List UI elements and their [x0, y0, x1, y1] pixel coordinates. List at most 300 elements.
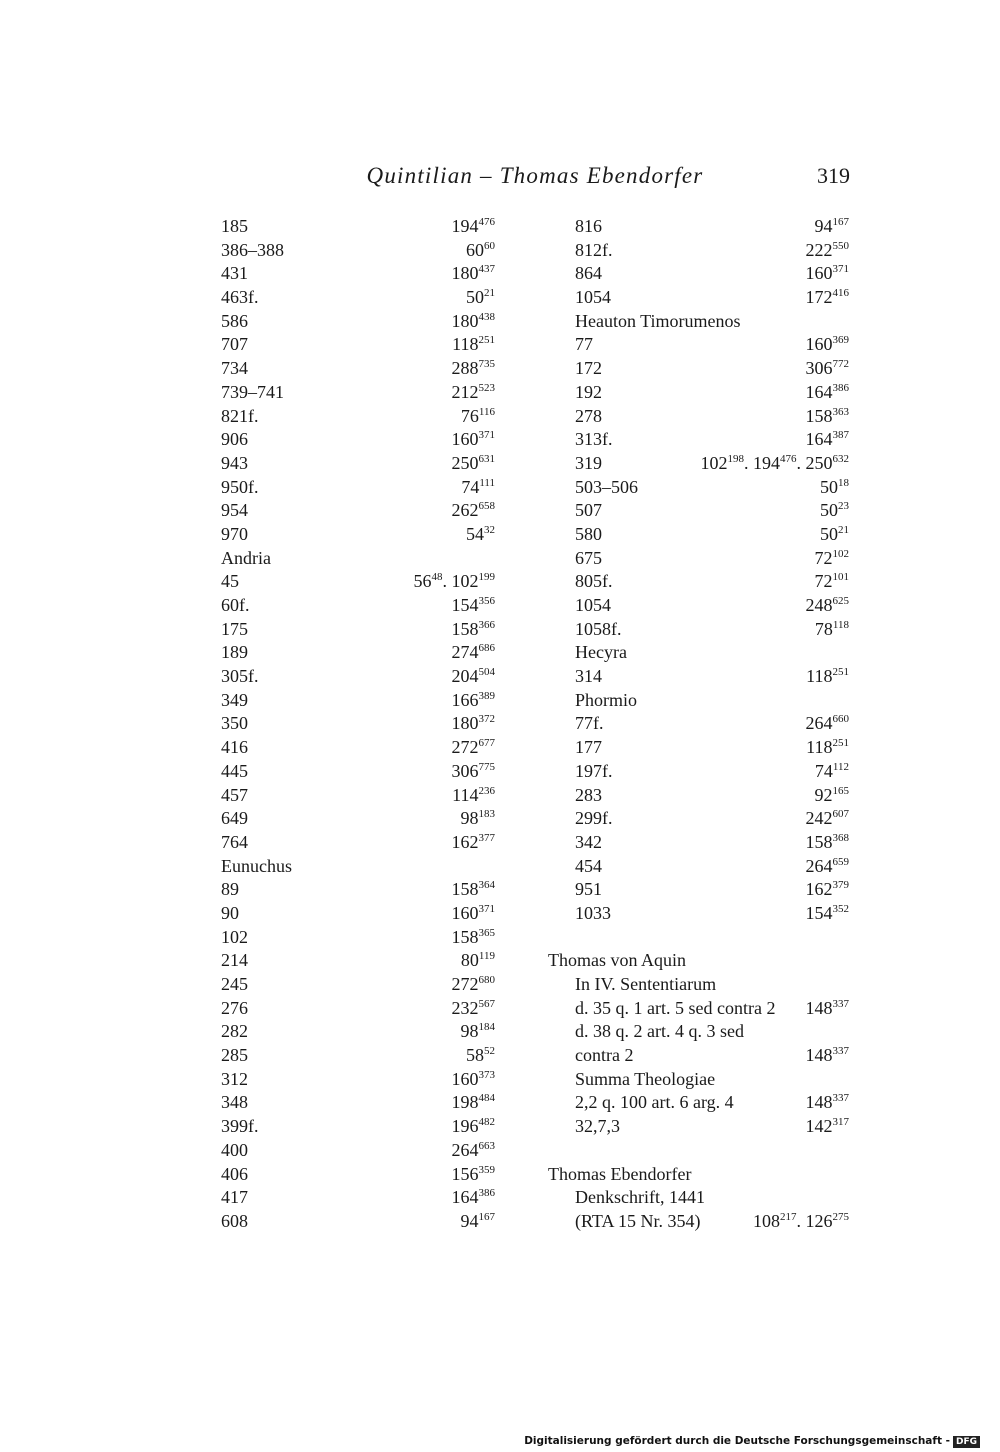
page-ref: 50 [820, 523, 838, 544]
entry-term: 400 [221, 1139, 248, 1160]
index-entry [548, 1186, 849, 1210]
footnote-ref: 217 [780, 1210, 797, 1223]
footnote-ref: 686 [478, 642, 495, 655]
footnote-ref: 184 [478, 1021, 495, 1034]
entry-page-refs [806, 357, 850, 384]
entry-page-refs [452, 594, 496, 621]
footnote-ref: 317 [832, 1116, 849, 1129]
index-entry [548, 333, 849, 357]
index-entry [221, 618, 495, 642]
entry-term: Summa Theologiae [575, 1068, 716, 1089]
entry-page-refs [461, 405, 495, 432]
footnote-ref: 352 [832, 902, 849, 915]
entry-page-refs [806, 736, 849, 763]
entry-term: 2,2 q. 100 art. 6 arg. 4 [575, 1092, 734, 1113]
page-ref: 162 [451, 831, 479, 852]
footnote-ref: 363 [832, 405, 849, 418]
footnote-ref: 368 [832, 831, 849, 844]
footnote-ref: 735 [478, 358, 495, 371]
footnote-ref: 60 [484, 239, 495, 252]
entry-term: 60f. [221, 595, 250, 615]
entry-page-refs [815, 760, 849, 787]
index-entry [548, 452, 849, 476]
index-entry [221, 831, 495, 855]
page-ref: 94 [460, 1210, 479, 1231]
footnote-ref: 476 [780, 452, 797, 465]
index-entry [221, 1044, 495, 1068]
entry-term: 1054 [575, 595, 611, 615]
footnote-ref: 772 [832, 358, 849, 371]
entry-term: 102 [221, 926, 248, 947]
index-entry [221, 1186, 495, 1210]
index-entry [221, 1139, 495, 1163]
entry-page-refs [452, 357, 496, 384]
page-ref: 160 [451, 1068, 479, 1089]
index-entry [548, 476, 849, 500]
index-entry [548, 239, 849, 263]
entry-term: 1054 [575, 287, 611, 308]
entry-term: d. 38 q. 2 art. 4 q. 3 sed [575, 1021, 744, 1042]
index-entry [548, 997, 849, 1021]
entry-page-refs [806, 902, 850, 929]
index-entry [221, 1020, 495, 1044]
index-entry [221, 665, 495, 689]
footnote-ref: 372 [478, 713, 495, 726]
index-entry [548, 1091, 849, 1115]
entry-term: 342 [575, 831, 602, 852]
index-entry [548, 215, 849, 239]
page-ref: 160 [451, 429, 479, 450]
page-ref: 264 [805, 855, 833, 876]
entry-page-refs [452, 926, 496, 953]
index-entry [548, 262, 849, 286]
page-ref: 272 [451, 974, 479, 994]
index-entry [548, 1163, 849, 1187]
entry-page-refs [452, 973, 496, 1000]
footnote-ref: 199 [478, 571, 495, 584]
footnote-ref: 52 [484, 1045, 495, 1058]
page-ref: 198 [451, 1092, 479, 1113]
entry-term: 943 [221, 452, 248, 473]
entry-term: 970 [221, 523, 248, 544]
page-ref: 118 [806, 737, 833, 758]
footnote-ref: 32 [484, 523, 495, 536]
page-ref: 56 [413, 571, 432, 592]
page-ref: 74 [461, 476, 480, 497]
footnote-ref: 364 [478, 879, 495, 892]
entry-term: 416 [221, 737, 248, 758]
entry-page-refs [452, 452, 496, 479]
entry-term: 503–506 [575, 476, 638, 497]
page-ref: 242 [805, 808, 833, 829]
footnote-ref: 356 [478, 595, 495, 607]
footnote-ref: 680 [478, 974, 495, 986]
page-ref: 92 [814, 784, 833, 805]
entry-page-refs [452, 665, 496, 692]
entry-term: 1058f. [575, 618, 622, 639]
footnote-ref: 112 [832, 760, 849, 773]
page-ref: 94 [814, 216, 833, 236]
page-ref: 212 [451, 381, 479, 402]
footnote-ref: 377 [478, 831, 495, 844]
page-ref: 274 [451, 642, 479, 663]
entry-term: 954 [221, 500, 248, 521]
page-header [220, 163, 850, 195]
page-ref: 156 [451, 1163, 479, 1184]
entry-term: 463f. [221, 287, 259, 308]
footnote-ref: 438 [478, 310, 495, 323]
index-entry [221, 333, 495, 357]
entry-page-refs [452, 1115, 496, 1142]
index-entry [221, 1091, 495, 1115]
entry-term: In IV. Sententiarum [575, 974, 717, 994]
entry-term: 77 [575, 334, 593, 355]
entry-page-refs [452, 641, 496, 668]
index-entry [548, 878, 849, 902]
index-entry [548, 784, 849, 808]
index-spacer [548, 926, 849, 950]
page-ref: 74 [814, 760, 833, 781]
index-entry [548, 665, 849, 689]
entry-page-refs [452, 381, 496, 408]
page-ref: 158 [451, 618, 479, 639]
entry-term: 906 [221, 429, 248, 450]
index-entry [548, 855, 849, 879]
page-ref: 160 [805, 334, 833, 355]
page-ref: 166 [451, 689, 479, 710]
entry-term: 608 [221, 1210, 248, 1231]
entry-page-refs [815, 570, 850, 597]
footnote-ref: 632 [832, 452, 849, 465]
page-ref: 160 [451, 902, 479, 923]
page-ref: 158 [451, 879, 479, 900]
page-ref: 148 [805, 1045, 833, 1066]
index-entry [221, 641, 495, 665]
entry-term: Thomas Ebendorfer [548, 1163, 692, 1184]
index-entry [221, 452, 495, 476]
page-ref: 164 [451, 1187, 479, 1208]
entry-page-refs [820, 523, 849, 550]
entry-term: 454 [575, 855, 602, 876]
entry-page-refs [452, 736, 496, 763]
entry-page-refs [452, 333, 495, 360]
entry-term: 348 [221, 1092, 248, 1113]
footnote-ref: 359 [478, 1163, 495, 1176]
entry-page-refs [452, 618, 496, 645]
entry-page-refs [806, 712, 850, 739]
entry-term: 189 [221, 642, 248, 663]
entry-page-refs [806, 1115, 850, 1142]
entry-term: 349 [221, 689, 248, 710]
footnote-ref: 476 [478, 216, 495, 228]
page-ref: 288 [451, 358, 479, 379]
page-ref: 164 [805, 381, 833, 402]
index-entry [221, 1163, 495, 1187]
page-ref: 158 [451, 926, 479, 947]
page-ref: 194 [753, 452, 780, 473]
page-ref: 72 [814, 571, 833, 592]
footnote-ref: 523 [478, 381, 495, 394]
entry-term: Phormio [575, 689, 638, 710]
footnote-ref: 567 [478, 997, 495, 1010]
entry-term: 305f. [221, 666, 259, 687]
entry-term: 282 [221, 1021, 248, 1042]
entry-page-refs [466, 1044, 495, 1071]
footnote-ref: 371 [832, 263, 849, 276]
index-entry [548, 689, 849, 713]
entry-term: 586 [221, 310, 248, 331]
entry-term: d. 35 q. 1 art. 5 sed contra 2 [575, 997, 776, 1018]
index-entry [548, 594, 849, 618]
entry-page-refs [452, 831, 496, 858]
page-ref: 272 [451, 737, 479, 758]
index-entry [548, 428, 849, 452]
page-ref: 72 [814, 547, 833, 568]
index-entry [548, 1115, 849, 1139]
page-ref: 306 [805, 358, 833, 379]
entry-page-refs [461, 949, 495, 976]
footnote-ref: 118 [832, 618, 849, 631]
entry-page-refs [452, 1068, 496, 1095]
page-ref: 158 [805, 831, 833, 852]
entry-term: 313f. [575, 429, 613, 450]
index-entry [548, 1020, 849, 1044]
index-entry [548, 1068, 849, 1092]
index-entry [548, 1044, 849, 1068]
footnote-ref: 386 [832, 381, 849, 394]
footnote-ref: 660 [832, 713, 849, 726]
entry-term: Hecyra [575, 642, 627, 663]
entry-term: 32,7,3 [575, 1116, 620, 1137]
entry-page-refs [461, 807, 496, 834]
footnote-ref: 275 [832, 1210, 849, 1223]
footnote-ref: 437 [478, 263, 495, 276]
entry-term: 319 [575, 452, 602, 473]
entry-page-refs [466, 523, 495, 550]
footnote-ref: 625 [832, 595, 849, 607]
entry-page-refs [461, 1210, 496, 1237]
footnote-ref: 365 [478, 926, 495, 939]
entry-page-refs [452, 902, 496, 929]
index-entry [221, 570, 495, 594]
page-ref: 60 [466, 239, 484, 260]
index-entry [221, 949, 495, 973]
entry-page-refs [806, 1044, 850, 1071]
footnote-ref: 387 [832, 429, 849, 442]
page-ref: 162 [805, 879, 833, 900]
index-entry [221, 736, 495, 760]
index-entry [221, 1068, 495, 1092]
footnote-ref: 18 [838, 476, 849, 489]
entry-term: 675 [575, 547, 602, 568]
footnote-ref: 369 [832, 334, 849, 347]
page-ref: 98 [460, 1021, 479, 1042]
footnote-ref: 504 [478, 666, 495, 679]
footer-text: Digitalisierung gefördert durch die Deutsche Forschungsgemeinschaft - [524, 1435, 950, 1447]
index-entry [548, 712, 849, 736]
page-ref: 154 [451, 595, 479, 615]
entry-term: 764 [221, 831, 248, 852]
index-entry [221, 712, 495, 736]
entry-page-refs [452, 428, 496, 455]
footnote-ref: 198 [727, 452, 744, 465]
footnote-ref: 379 [832, 879, 849, 892]
entry-page-refs [806, 997, 850, 1024]
entry-page-refs [806, 1091, 850, 1118]
page-ref: 264 [451, 1139, 479, 1160]
entry-page-refs: $102^{198}$. $194^{476}$. $250^{632}$ [700, 452, 849, 473]
entry-term: 649 [221, 808, 248, 829]
entry-term: (RTA 15 Nr. 354) [575, 1210, 701, 1231]
entry-term: 431 [221, 263, 248, 284]
page-ref: 164 [805, 429, 833, 450]
entry-page-refs [806, 594, 850, 621]
entry-page-refs [815, 547, 850, 574]
dfg-logo: DFG [953, 1436, 980, 1448]
index-entry [221, 855, 495, 879]
entry-page-refs [452, 215, 496, 242]
index-entry [221, 476, 495, 500]
index-entry [221, 523, 495, 547]
footnote-ref: 251 [478, 334, 495, 347]
index-entry [548, 807, 849, 831]
entry-page-refs [806, 665, 849, 692]
entry-page-refs: $56^{48}$. $102^{199}$ [413, 571, 495, 592]
running-title: Quintilian – Thomas Ebendorfer [366, 163, 704, 188]
index-entry [221, 262, 495, 286]
entry-term: 707 [221, 334, 248, 355]
page-ref: 194 [451, 216, 479, 236]
entry-term: 283 [575, 784, 602, 805]
index-spacer [548, 1139, 849, 1163]
footnote-ref: 482 [478, 1116, 495, 1129]
page-ref: 50 [820, 476, 838, 497]
entry-page-refs [452, 499, 496, 526]
index-entry [221, 357, 495, 381]
index-entry [221, 428, 495, 452]
entry-term: 399f. [221, 1116, 259, 1137]
index-entry [221, 689, 495, 713]
footnote-ref: 658 [478, 500, 495, 513]
entry-page-refs [820, 476, 849, 503]
entry-page-refs [806, 286, 850, 313]
footnote-ref: 607 [832, 808, 849, 821]
page-ref: 232 [451, 997, 479, 1018]
entry-term: 312 [221, 1068, 248, 1089]
entry-term: 177 [575, 737, 602, 758]
index-entry [548, 381, 849, 405]
page-ref: 172 [805, 287, 833, 308]
index-entry [221, 784, 495, 808]
index-entry [221, 807, 495, 831]
index-column-left [221, 215, 495, 1234]
entry-page-refs [820, 499, 849, 526]
page-ref: 148 [805, 1092, 833, 1113]
entry-term: Thomas von Aquin [548, 950, 686, 971]
page-ref: 306 [451, 760, 479, 781]
entry-term: 175 [221, 618, 248, 639]
page-ref: 50 [820, 500, 838, 521]
footnote-ref: 373 [478, 1068, 495, 1081]
entry-term: 285 [221, 1045, 248, 1066]
index-entry [221, 1115, 495, 1139]
page-ref: 54 [466, 523, 484, 544]
page-ref: 180 [451, 310, 479, 331]
index-entry [548, 641, 849, 665]
footnote-ref: 167 [478, 1210, 495, 1223]
footnote-ref: 659 [832, 855, 849, 868]
footnote-ref: 663 [478, 1139, 495, 1152]
entry-page-refs [806, 381, 850, 408]
entry-term: 734 [221, 358, 248, 379]
entry-page-refs [806, 855, 850, 882]
index-entry [221, 997, 495, 1021]
footnote-ref: 775 [478, 760, 495, 773]
index-entry [221, 1210, 495, 1234]
entry-term: 245 [221, 974, 248, 994]
page-ref: 250 [805, 452, 833, 473]
page-ref: 76 [460, 405, 479, 426]
entry-term: 192 [575, 381, 602, 402]
entry-term: Denkschrift, 1441 [575, 1187, 705, 1208]
index-entry [221, 902, 495, 926]
index-entry [548, 949, 849, 973]
entry-page-refs [806, 807, 850, 834]
entry-page-refs [452, 760, 496, 787]
digitization-footer [524, 1435, 980, 1448]
entry-term: 951 [575, 879, 602, 900]
index-entry [548, 760, 849, 784]
entry-term: 864 [575, 263, 602, 284]
footnote-ref: 116 [478, 405, 495, 418]
entry-page-refs [806, 405, 850, 432]
index-entry [548, 405, 849, 429]
entry-page-refs [452, 1091, 496, 1118]
entry-term: 172 [575, 358, 602, 379]
entry-term: 90 [221, 902, 239, 923]
entry-term: 197f. [575, 760, 613, 781]
entry-term: 457 [221, 784, 248, 805]
page-ref: 180 [451, 263, 479, 284]
index-entry [221, 405, 495, 429]
entry-term: contra 2 [575, 1045, 634, 1066]
entry-term: 816 [575, 216, 602, 236]
page-ref: 108 [753, 1210, 780, 1231]
page-ref: 118 [806, 666, 833, 687]
page-ref: 250 [451, 452, 479, 473]
index-entry [221, 239, 495, 263]
page-number: 319 [817, 163, 850, 188]
footnote-ref: 251 [832, 666, 849, 679]
entry-page-refs: $108^{217}$. $126^{275}$ [753, 1210, 849, 1231]
entry-term: 805f. [575, 571, 613, 592]
page-ref: 264 [805, 713, 833, 734]
entry-term: 950f. [221, 476, 259, 497]
entry-page-refs [452, 310, 496, 337]
page-ref: 180 [451, 713, 479, 734]
index-entry [221, 310, 495, 334]
entry-term: 350 [221, 713, 248, 734]
entry-page-refs [452, 712, 496, 739]
page-ref: 114 [452, 784, 479, 805]
entry-page-refs [806, 428, 850, 455]
entry-page-refs [461, 476, 495, 503]
index-entry [548, 570, 849, 594]
entry-term: 299f. [575, 808, 613, 829]
footnote-ref: 21 [484, 287, 495, 300]
entry-term: 214 [221, 950, 248, 971]
index-entry [548, 286, 849, 310]
